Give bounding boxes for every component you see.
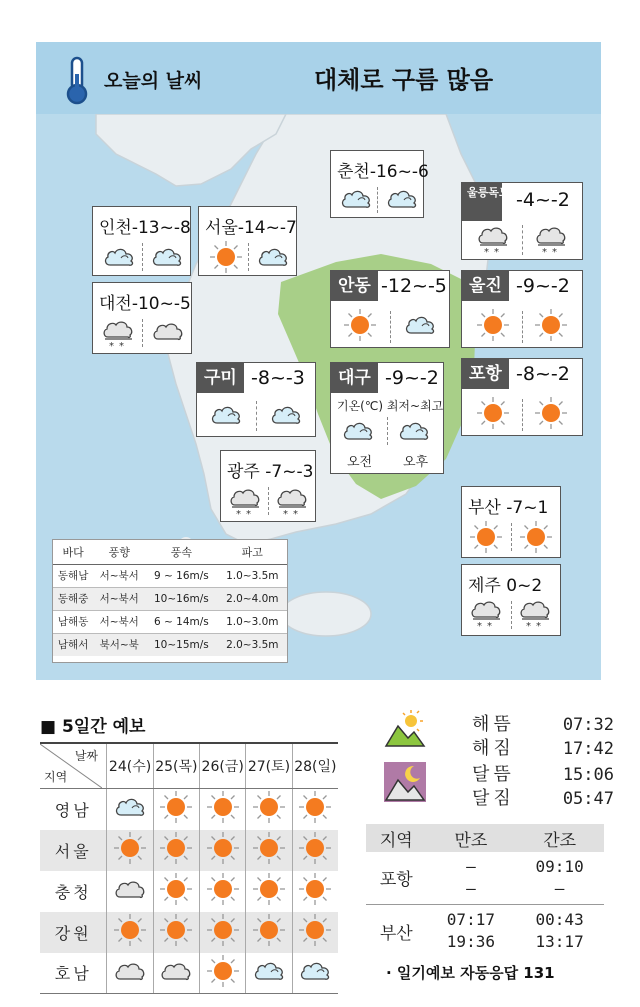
region-name-temp [205,213,297,238]
sea-row [53,633,287,656]
forecast-region: 서울 [40,830,107,871]
sea-wave-height: 1.0~3.5m [218,564,287,587]
region-temp: -8~-2 [516,363,570,385]
forecast-row [40,871,338,912]
overcast-icon [113,959,147,987]
region-temp: -13~-8 [131,218,191,238]
tide-header-low: 간조 [515,824,604,852]
sun-icon [159,831,193,869]
snow-cloud-icon [518,597,554,635]
snow-cloud-icon [469,597,505,635]
cloud-icon [150,245,184,273]
region-name-temp [468,493,548,518]
sea-header-wind-speed: 풍속 [145,540,217,564]
sun-icon [476,308,510,346]
corner-date-label: 날짜 [74,749,98,763]
region-name-temp [99,213,191,238]
sun-icon [298,831,332,869]
region-name-temp [337,157,429,182]
region-name: 제주 [468,576,501,596]
sun-icon [209,240,243,278]
region-box-gwangju [220,450,316,522]
thermometer-icon [64,56,90,106]
region-temp: -9~-2 [385,367,439,389]
sun-moon-times [380,708,614,809]
region-temp: -7~-3 [265,462,314,482]
region-name: 구미 [197,363,244,393]
corner-region-label: 지역 [44,770,68,784]
region-name: 인천 [99,218,132,238]
region-name: 울릉독도 [462,183,502,221]
region-temp: -12~-5 [381,275,447,297]
sea-wind-speed: 10~16m/s [145,587,217,610]
region-temp: 0~2 [506,576,543,596]
forecast-corner [40,743,107,789]
region-temp: -14~-7 [237,218,297,238]
sun-icon [469,520,503,558]
astro-value: 05:47 [562,789,614,809]
tide-time: 19:36 [446,932,495,952]
tide-low [515,852,604,904]
tide-header-region: 지역 [366,824,427,852]
svg-text:*: * [236,509,241,519]
svg-text:*: * [246,509,251,519]
sun-icon [113,913,147,951]
cloud-icon [209,403,243,431]
sun-icon [206,954,240,992]
cloud-icon [102,245,136,273]
svg-text:*: * [283,509,288,519]
astro-label: 달뜸 [472,764,515,785]
region-box-gumi [196,362,316,437]
forecast-hotline: · 일기예보 자동응답 131 [386,964,555,982]
temp-legend: 기온(℃) 최저~최고 [337,399,444,413]
region-name: 춘천 [337,162,370,182]
tide-time: 09:10 [535,856,584,876]
sea-wind-direction: 서~북서 [93,587,145,610]
tide-row [366,852,604,904]
sea-wind-speed: 9 ~ 16m/s [145,564,217,587]
map-header-label: 오늘의 날씨 [104,70,203,92]
sea-area: 남해동 [53,610,93,633]
forecast-region: 강원 [40,912,107,953]
forecast-title: ■ 5일간 예보 [40,717,146,737]
sunset-row [472,734,614,760]
region-name: 울진 [462,271,509,301]
cloud-icon [397,419,431,447]
sea-conditions-table [52,539,288,663]
sun-icon [159,913,193,951]
region-name: 부산 [468,498,501,518]
sea-wind-speed: 10~15m/s [145,633,217,656]
region-temp: -16~-6 [369,162,429,182]
tide-time: – [466,856,476,876]
sun-icon [298,790,332,828]
region-box-daegu [330,362,444,474]
astro-label: 해짐 [472,738,515,759]
tide-time: 13:17 [535,932,584,952]
sun-icon [252,913,286,951]
sun-icon [343,308,377,346]
sun-icon [206,790,240,828]
region-box-uljin [461,270,583,348]
sea-wave-height: 1.0~3.0m [218,610,287,633]
svg-text:*: * [536,621,541,631]
overcast-icon [159,959,193,987]
region-name-temp [99,289,191,314]
forecast-region: 충청 [54,882,92,902]
sea-row [53,564,287,587]
region-name: 안동 [331,271,378,301]
sea-area: 동해중 [53,587,93,610]
cloud-icon [269,403,303,431]
cloud-icon [256,245,290,273]
sun-icon [252,831,286,869]
astro-value: 15:06 [562,765,614,785]
moonrise-row [472,760,614,786]
region-name-temp [227,457,313,482]
sun-icon [113,831,147,869]
svg-text:*: * [494,247,499,257]
tide-region: 포항 [366,852,427,904]
snow-cloud-icon [476,223,512,261]
sun-icon [159,790,193,828]
astro-value: 07:32 [562,715,614,735]
forecast-day: 26(금) [200,743,246,789]
overcast-icon [151,319,185,347]
sun-icon [298,872,332,910]
region-name: 포항 [462,359,509,389]
tide-time: – [466,878,476,898]
svg-text:*: * [526,621,531,631]
svg-text:*: * [484,247,489,257]
sea-row [53,587,287,610]
forecast-day: 24(수) [107,743,153,789]
tide-low [515,904,604,958]
cloud-icon [298,959,332,987]
snow-cloud-icon [228,485,264,523]
region-name: 광주 [227,462,260,482]
forecast-region: 호남 [40,953,107,994]
snow-cloud-icon [275,485,311,523]
tide-time: – [554,878,565,898]
sea-header-area: 바다 [53,540,93,564]
forecast-row [40,953,338,994]
sun-icon [252,872,286,910]
sea-header-wave-height: 파고 [218,540,287,564]
sea-wind-direction: 북서~북 [93,633,145,656]
sun-icon [519,520,553,558]
svg-text:*: * [552,247,557,257]
cloud-icon [385,187,419,215]
forecast-day: 28(일) [292,743,338,789]
region-box-ulleung-dokdo [461,182,583,260]
astro-value: 17:42 [562,739,614,759]
moonrise-mountain-icon [384,762,426,802]
sun-icon [534,396,568,434]
region-temp: -9~-2 [516,275,570,297]
region-box-jeju [461,564,561,636]
svg-text:*: * [542,247,547,257]
svg-text:*: * [487,621,492,631]
astro-label: 해뜸 [472,714,515,735]
region-name: 서울 [205,218,238,238]
sea-wave-height: 2.0~3.5m [218,633,287,656]
tide-row [366,904,604,958]
cloud-icon [403,313,437,341]
sea-area: 남해서 [53,633,93,656]
sunrise-mountain-icon [384,708,426,748]
forecast-row [40,830,338,871]
sea-wind-direction: 서~북서 [93,610,145,633]
tide-time: 07:17 [446,910,495,930]
region-box-daejeon [92,282,192,354]
forecast-row [40,912,338,953]
sunrise-row [472,710,614,736]
region-temp: -4~-2 [516,189,570,211]
forecast-row [40,789,338,830]
region-box-seoul [198,206,297,276]
sun-icon [298,913,332,951]
tide-time: 00:43 [535,910,584,930]
region-name-temp [468,571,542,596]
svg-text:*: * [477,621,482,631]
sea-area: 동해남 [53,564,93,587]
sun-icon [252,790,286,828]
cloud-icon [113,795,147,823]
sea-wind-speed: 6 ~ 14m/s [145,610,217,633]
sun-icon [206,831,240,869]
region-box-chuncheon [330,150,429,218]
tide-high [427,852,516,904]
forecast-region: 영남 [54,800,92,820]
region-temp: -8~-3 [251,367,305,389]
cloud-icon [339,187,373,215]
svg-text:*: * [293,509,298,519]
five-day-forecast-table [40,742,338,994]
jeju-island [281,592,371,636]
sea-wave-height: 2.0~4.0m [218,587,287,610]
tide-table [366,824,604,958]
forecast-day: 25(목) [153,743,199,789]
svg-text:*: * [109,341,114,351]
sun-icon [534,308,568,346]
tide-high [427,904,516,958]
afternoon-label: 오후 [403,455,429,470]
region-temp: -7~1 [506,498,549,518]
region-box-andong [330,270,450,348]
tide-header-high: 만조 [427,824,516,852]
sea-header-wind-direction: 풍향 [93,540,145,564]
svg-text:*: * [119,341,124,351]
sun-icon [159,872,193,910]
sun-icon [206,872,240,910]
region-box-incheon [92,206,191,276]
region-box-pohang [461,358,583,436]
cloud-icon [341,419,375,447]
morning-label: 오전 [347,455,373,470]
snow-cloud-icon [534,223,570,261]
region-name: 대구 [331,363,378,393]
snow-cloud-icon [101,317,137,355]
cloud-icon [252,959,286,987]
region-temp: -10~-5 [131,294,191,314]
forecast-day: 27(토) [246,743,292,789]
overcast-icon [113,877,147,905]
tide-region: 부산 [379,923,413,944]
astro-label: 달짐 [472,788,515,809]
sun-icon [476,396,510,434]
region-name: 대전 [99,294,132,314]
map-headline: 대체로 구름 많음 [314,66,493,94]
sea-wind-direction: 서~북서 [93,564,145,587]
sea-row [53,610,287,633]
moonset-row [472,784,614,810]
region-box-busan [461,486,561,558]
sun-icon [206,913,240,951]
